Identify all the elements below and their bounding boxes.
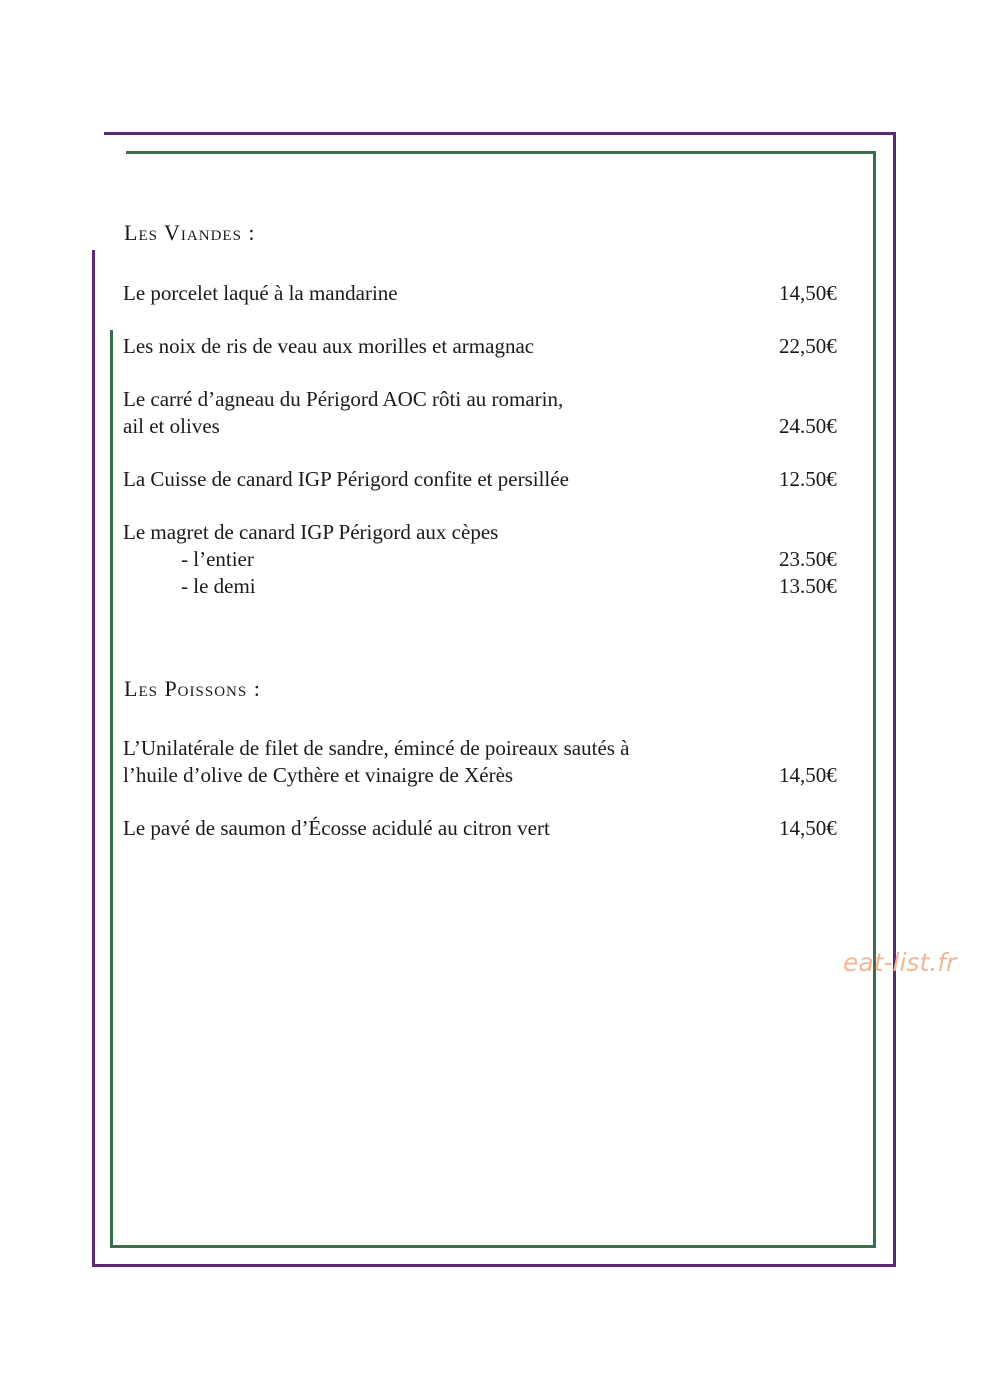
menu-item-name-line1: Le carré d’agneau du Périgord AOC rôti au romarin,	[123, 387, 564, 411]
menu-item-name: Le porcelet laqué à la mandarine	[123, 281, 398, 305]
menu-item-name: Le magret de canard IGP Périgord aux cèpes	[123, 520, 499, 544]
inner-frame-top	[126, 151, 876, 154]
outer-frame-top	[104, 132, 896, 135]
outer-frame-left	[92, 250, 95, 1267]
outer-frame-right	[893, 132, 896, 1267]
menu-item-price: 14,50€	[779, 763, 837, 787]
section-title-viandes: Les Viandes :	[124, 220, 256, 245]
menu-item-option-price: 13.50€	[779, 574, 837, 598]
menu-item-option-name: - l’entier	[181, 547, 254, 571]
outer-frame-bottom	[92, 1264, 896, 1267]
menu-item-price: 14,50€	[779, 816, 837, 840]
menu-item-option-name: - le demi	[181, 574, 256, 598]
menu-item-name-line2: l’huile d’olive de Cythère et vinaigre de Xérès	[123, 763, 514, 787]
inner-frame-right	[873, 151, 876, 1248]
menu-item-name-line2: ail et olives	[123, 414, 220, 438]
menu-item-name-line1: L’Unilatérale de filet de sandre, émincé de poireaux sautés à	[123, 736, 630, 760]
menu-item-name: Le pavé de saumon d’Écosse acidulé au citron vert	[123, 816, 550, 840]
menu-item-price: 12.50€	[779, 467, 837, 491]
menu-item-name: La Cuisse de canard IGP Périgord confite et persillée	[123, 467, 569, 491]
section-title-poissons: Les Poissons :	[124, 676, 261, 701]
watermark-text: eat-list.fr	[843, 948, 957, 977]
menu-item-option-price: 23.50€	[779, 547, 837, 571]
menu-item-price: 24.50€	[779, 414, 837, 438]
inner-frame-bottom	[110, 1245, 876, 1248]
inner-frame-left	[110, 330, 113, 1248]
menu-item-name: Les noix de ris de veau aux morilles et armagnac	[123, 334, 535, 358]
menu-item-price: 14,50€	[779, 281, 837, 305]
menu-item-price: 22,50€	[779, 334, 837, 358]
